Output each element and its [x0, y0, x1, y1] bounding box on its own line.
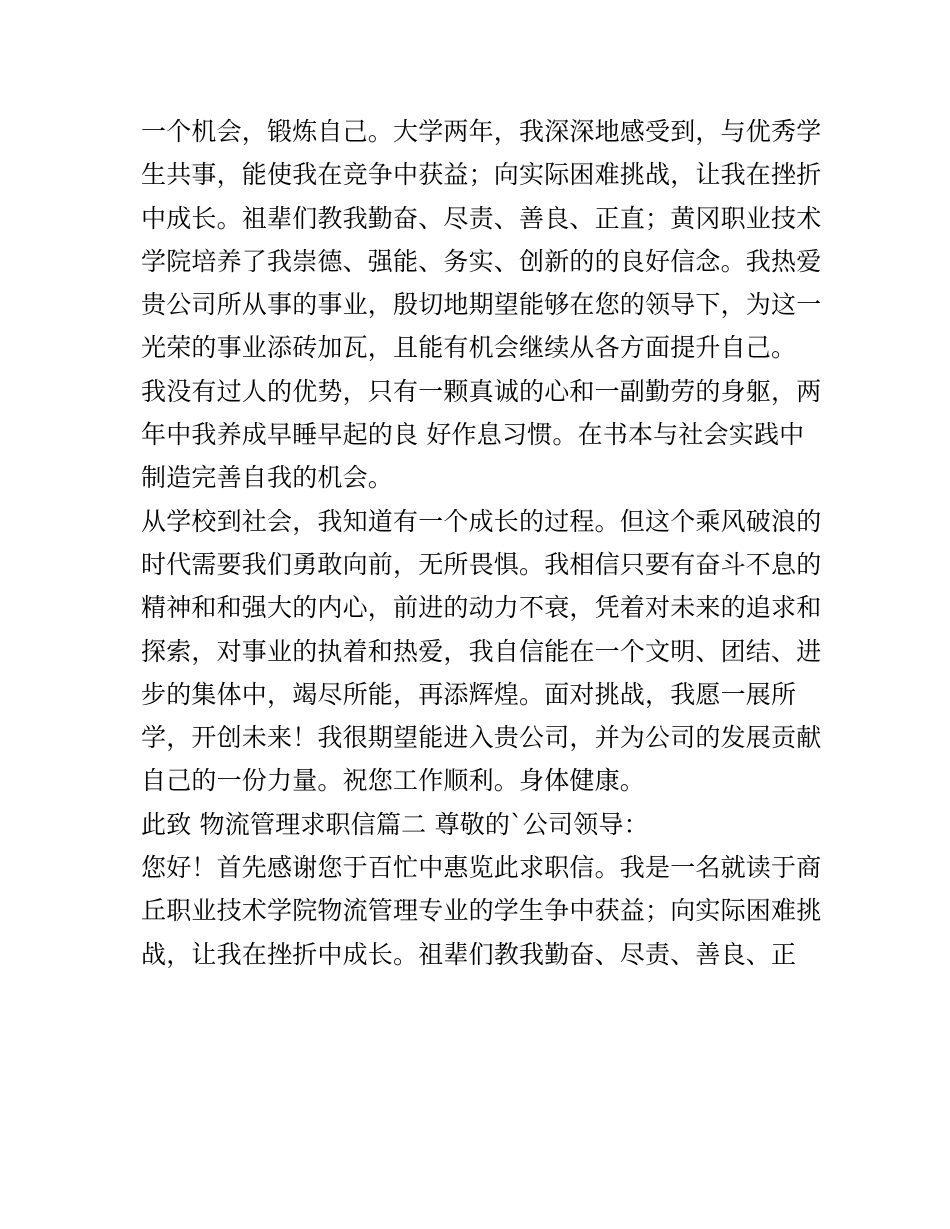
text-line: 时代需要我们勇敢向前，无所畏惧。我相信只要有奋斗不息的: [141, 549, 822, 579]
text-line: 学，开创未来！我很期望能进入贵公司，并为公司的发展贡献: [141, 723, 822, 753]
text-line: 我没有过人的优势，只有一颗真诚的心和一副勤劳的身躯，两: [141, 376, 822, 406]
text-line: 此致 物流管理求职信篇二 尊敬的`公司领导：: [141, 809, 649, 839]
text-line: 丘职业技术学院物流管理专业的学生争中获益；向实际困难挑: [141, 896, 822, 926]
text-line: 探索，对事业的执着和热爱，我自信能在一个文明、团结、进: [141, 636, 822, 666]
letter-body: [141, 110, 831, 976]
text-line: 您好！首先感谢您于百忙中惠览此求职信。我是一名就读于商: [141, 853, 822, 883]
text-line: 年中我养成早睡早起的良 好作息习惯。在书本与社会实践中: [141, 420, 805, 450]
text-line: 战，让我在挫折中成长。祖辈们教我勤奋、尽责、善良、正: [141, 939, 797, 969]
text-line: 光荣的事业添砖加瓦，且能有机会继续从各方面提升自己。: [141, 333, 797, 363]
text-line: 中成长。祖辈们教我勤奋、尽责、善良、正直；黄冈职业技术: [141, 203, 822, 233]
text-line: 学院培养了我崇德、强能、务实、创新的的良好信念。我热爱: [141, 246, 822, 276]
text-line: 从学校到社会，我知道有一个成长的过程。但这个乘风破浪的: [141, 506, 822, 536]
text-line: 生共事，能使我在竞争中获益；向实际困难挑战，让我在挫折: [141, 160, 822, 190]
text-line: 步的集体中，竭尽所能，再添辉煌。面对挑战，我愿一展所: [141, 679, 797, 709]
text-line: 一个机会，锻炼自己。大学两年，我深深地感受到，与优秀学: [141, 117, 822, 146]
text-line: 精神和和强大的内心，前进的动力不衰，凭着对未来的追求和: [141, 593, 822, 623]
text-line: 贵公司所从事的事业，殷切地期望能够在您的领导下，为这一: [141, 290, 822, 320]
text-line: 自己的一份力量。祝您工作顺利。身体健康。: [141, 766, 646, 796]
text-line: 制造完善自我的机会。: [141, 463, 394, 493]
